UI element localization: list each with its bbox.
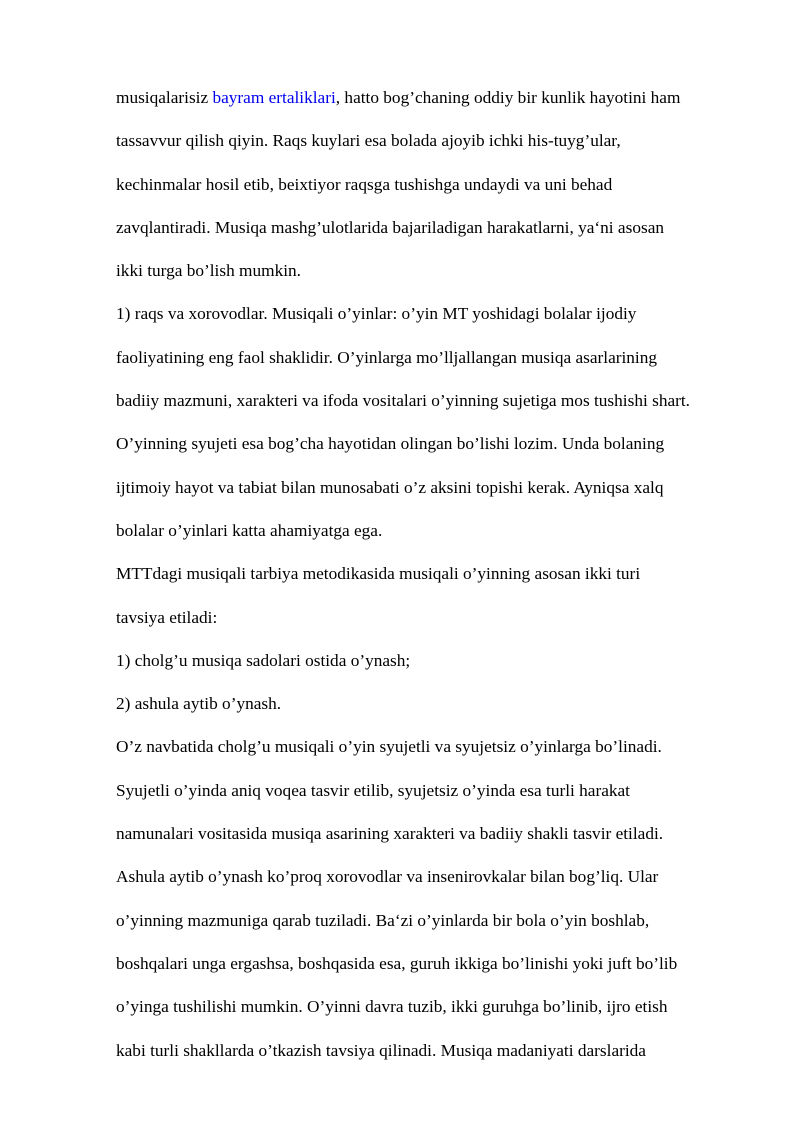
document-body	[116, 76, 746, 1072]
text-line-5: ikki turga bo’lish mumkin.	[116, 261, 301, 281]
text-line-12: MTTdagi musiqali tarbiya metodikasida musiqali o’yinning asosan ikki turi	[116, 564, 641, 584]
text-line-3: kechinmalar hosil etib, beixtiyor raqsga tushishga undaydi va uni behad	[116, 174, 613, 194]
text-line-18: namunalari vositasida musiqa asarining xarakteri va badiiy shakli tasvir etiladi.	[116, 824, 664, 844]
text-line-16: O’z navbatida cholg’u musiqali o’yin syujetli va syujetsiz o’yinlarga bo’linadi.	[116, 737, 662, 757]
bayram-ertaliklari-link[interactable]: bayram ertaliklari	[212, 88, 336, 107]
text-line-20: o’yinning mazmuniga qarab tuziladi. Ba‘zi o’yinlarda bir bola o’yin boshlab,	[116, 910, 650, 930]
text-line-19: Ashula aytib o’ynash ko’proq xorovodlar va insenirovkalar bilan bog’liq. Ular	[116, 867, 659, 887]
text-line-17: Syujetli o’yinda aniq voqea tasvir etilib, syujetsiz o’yinda esa turli harakat	[116, 780, 630, 800]
text-line-23: kabi turli shakllarda o’tkazish tavsiya qilinadi. Musiqa madaniyati darslarida	[116, 1040, 646, 1060]
text-line-15: 2) ashula aytib o’ynash.	[116, 694, 282, 714]
text-line-2: tassavvur qilish qiyin. Raqs kuylari esa bolada ajoyib ichki his-tuyg’ular,	[116, 131, 621, 151]
text-line-6: 1) raqs va xorovodlar. Musiqali o’yinlar: o’yin MT yoshidagi bolalar ijodiy	[116, 304, 637, 324]
text-line-4: zavqlantiradi. Musiqa mashg’ulotlarida bajariladigan harakatlarni, ya‘ni asosan	[116, 217, 665, 237]
text-line-13: tavsiya etiladi:	[116, 607, 218, 627]
text-line-14: 1) cholg’u musiqa sadolari ostida o’ynash;	[116, 650, 411, 670]
text-line-21: boshqalari unga ergashsa, boshqasida esa, guruh ikkiga bo’linishi yoki juft bo’lib	[116, 953, 678, 973]
text-line-7: faoliyatining eng faol shaklidir. O’yinlarga mo’lljallangan musiqa asarlarining	[116, 347, 658, 367]
text-line-8: badiiy mazmuni, xarakteri va ifoda vositalari o’yinning sujetiga mos tushishi shart.	[116, 391, 691, 411]
text-line-10: ijtimoiy hayot va tabiat bilan munosabati o’z aksini topishi kerak. Ayniqsa xalq	[116, 477, 664, 497]
line-1-post: , hatto bog’chaning oddiy bir kunlik hayotini ham	[335, 88, 681, 107]
line-1-pre: musiqalarisiz	[116, 88, 213, 107]
text-line-22: o’yinga tushilishi mumkin. O’yinni davra tuzib, ikki guruhga bo’linib, ijro etish	[116, 997, 668, 1017]
text-line-11: bolalar o’yinlari katta ahamiyatga ega.	[116, 520, 383, 540]
text-line-9: O’yinning syujeti esa bog’cha hayotidan olingan bo’lishi lozim. Unda bolaning	[116, 434, 665, 454]
text-line-1	[116, 76, 746, 119]
